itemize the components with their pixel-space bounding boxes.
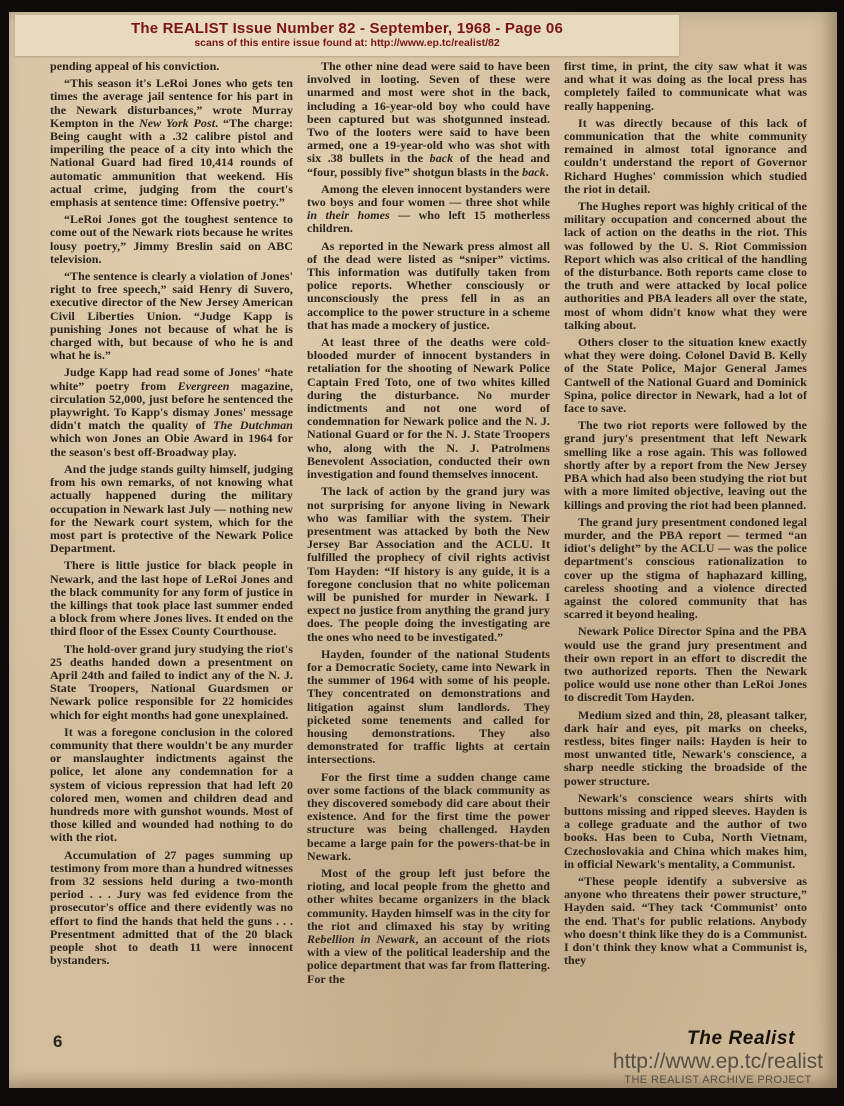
paragraph: For the first time a sudden change came over some factions of the black community as they discovered somebody did care about their existence. And for the first time the power structure was being challenged. Hayden became a large pain for the powers-that-be in Newark. bbox=[307, 769, 550, 863]
paragraph: The other nine dead were said to have been involved in looting. Seven of these were unarmed and most were shot in the back, including a 16-year-old boy who could have been captured but was shotgunned instead. Two of the looters were said to have been armed, one a 19-year-old who was shot with six .38 bullets in the back of the head and “four, possibly five” shotgun blasts in the back. bbox=[307, 60, 550, 179]
paragraph: The hold-over grand jury studying the riot's 25 deaths handed down a presentment on April 24th and failed to indict any of the N. J. State Troopers, National Guardsmen or Newark police responsible for 22 homicides which for eight months had gone unexplained. bbox=[50, 641, 293, 722]
paragraph: There is little justice for black people in Newark, and the last hope of LeRoi Jones and the black community for any form of justice in the killings that took place last summer ended a block from where Jones lives. It ended on the third floor of the Essex County Courthouse. bbox=[50, 558, 293, 639]
paragraph: The Hughes report was highly critical of the military occupation and concerned about the lack of action on the deaths in the riot. This was followed by the U. S. Riot Commission Report which was also critical of the handling of the disturbance. Both reports came close to the truth and were attacked by local police authorities and PBA leaders all over the state, most of whom didn't know what they were talking about. bbox=[564, 199, 807, 332]
paragraph: As reported in the Newark press almost all of the dead were listed as “sniper” victims. This information was dutifully taken from police reports. Whether consciously or unconsciously the press fell in as an accomplice to the power structure in a scheme that has made a mockery of justice. bbox=[307, 238, 550, 332]
archive-footer bbox=[613, 1050, 823, 1087]
paragraph: It was directly because of this lack of communication that the white community remained in almost total ignorance and couldn't understand the report of Governor Richard Hughes' commission which studied the riot in detail. bbox=[564, 115, 807, 196]
paragraph: Accumulation of 27 pages summing up testimony from more than a hundred witnesses from 32 sessions held during a two-month period . . . Jury was fed evidence from the prosecutor's office and there evidently was no effort to find the hands that held the guns . . . Presentment admitted that of the 20 black people shot to death 11 were innocent bystanders. bbox=[50, 847, 293, 968]
paragraph: “The sentence is clearly a violation of Jones' right to free speech,” said Henry di Suvero, executive director of the New Jersey American Civil Liberties Union. “Judge Kapp is punishing Jones not because of what he is charged with, but because of who he is and what he is.” bbox=[50, 269, 293, 363]
page-number: 6 bbox=[53, 1032, 63, 1051]
article-column-3 bbox=[564, 60, 807, 1040]
paragraph: It was a foregone conclusion in the colored community that there wouldn't be any murder or manslaughter indictments against the police, let alone any condemnation for a system of vicious repression that had left 20 colored men, women and children dead and hundreds more with gunshot wounds. Most of those killed and wounded had nothing to do with the riot. bbox=[50, 724, 293, 845]
paragraph: “This season it's LeRoi Jones who gets ten times the average jail sentence for his part in the Newark disturbances,” wrote Murray Kempton in the New York Post. “The charge: Being caught with a .32 calibre pistol and imperiling the peace of a city into which the National Guard had fired 10,414 rounds of automatic ammunition that weekend. His actual crime, judging from the court's emphasis at sentence time: Offensive poetry.” bbox=[50, 76, 293, 210]
article-column-2 bbox=[307, 60, 550, 1040]
article-columns bbox=[50, 60, 807, 1040]
paragraph: Newark Police Director Spina and the PBA would use the grand jury presentment and their own report in an effort to discredit the two authorized reports. Then the Newark police would use none other than LeRoi Jones to discredit Tom Hayden. bbox=[564, 624, 807, 705]
paragraph: Others closer to the situation knew exactly what they were doing. Colonel David B. Kelly of the State Police, Major General James Cantwell of the National Guard and Dominick Spina, police director in Newark, had a lot of face to save. bbox=[564, 335, 807, 416]
magazine-title: The Realist bbox=[687, 1028, 795, 1049]
paragraph: “LeRoi Jones got the toughest sentence to come out of the Newark riots because he writes lousy poetry,” Jimmy Breslin said on ABC television. bbox=[50, 212, 293, 266]
archive-url: http://www.ep.tc/realist bbox=[612, 1050, 823, 1073]
paragraph: first time, in print, the city saw what it was and what it was doing as the local press has completely failed to communicate what was really happening. bbox=[564, 60, 807, 113]
paragraph: Hayden, founder of the national Students for a Democratic Society, came into Newark in the summer of 1964 with some of his people. They concentrated on demonstrations and litigation against slum landlords. They picketed some tenements and called for housing demonstrations. They also demonstrated for traffic lights at certain intersections. bbox=[307, 646, 550, 767]
header-title: The REALIST Issue Number 82 - September, 1968 - Page 06 bbox=[131, 20, 563, 37]
paragraph: Most of the group left just before the rioting, and local people from the ghetto and other whites became organizers in the black community. Hayden himself was in the city for the riot and climaxed his stay by writing Rebellion in Newark, an account of the riots with a view of the political leadership and the police department that was far from flattering. For the bbox=[307, 865, 550, 986]
paragraph: The lack of action by the grand jury was not surprising for anyone living in Newark who was familiar with the system. Their presentment was attacked by both the New Jersey Bar Association and the ACLU. It fulfilled the prophecy of civil rights activist Tom Hayden: “If history is any guide, it is a foregone conclusion that no white policeman will be punished for murder in Newark. I expect no justice from anything the grand jury does. The people doing the investigating are the ones who need to be investigated.” bbox=[307, 484, 550, 644]
paragraph: The grand jury presentment condoned legal murder, and the PBA report — termed “an idiot's delight” by the ACLU — was the police department's conscious rationalization to cover up the stigma of haphazard killing, careless shooting and a violence directed against the colored community that has scarred it beyond healing. bbox=[564, 514, 807, 622]
paragraph: Medium sized and thin, 28, pleasant talker, dark hair and eyes, pit marks on cheeks, restless, bites finger nails: Hayden is heir to most unwanted title, Newark's conscience, a sharp needle sticking the broadside of the power structure. bbox=[564, 707, 807, 788]
paragraph: Among the eleven innocent bystanders were two boys and four women — three shot while in their homes — who left 15 motherless children. bbox=[307, 181, 550, 236]
archive-project-label: THE REALIST ARCHIVE PROJECT bbox=[624, 1074, 812, 1086]
paragraph: At least three of the deaths were cold-blooded murder of innocent bystanders in retaliation for the shooting of Newark Police Captain Fred Toto, one of two whites killed during the disturbance. No murder indictments and not one word of condemnation for Newark police and the N. J. National Guard or for the N. J. State Troopers who, along with the N. J. Patrolmens Benevolent Association, conducted their own investigation and found themselves innocent. bbox=[307, 335, 550, 482]
archive-header bbox=[15, 15, 679, 56]
paragraph: Newark's conscience wears shirts with buttons missing and ripped sleeves. Hayden is a college graduate and the author of two books. Has been to Cuba, North Vietnam, Czechoslovakia and China which makes him, in official Newark's mentality, a Communist. bbox=[564, 790, 807, 871]
header-subtitle: scans of this entire issue found at: http://www.ep.tc/realist/82 bbox=[194, 37, 500, 49]
paragraph: The two riot reports were followed by the grand jury's presentment that left Newark smelling like a rose again. This was followed shortly after by a report from the New Jersey PBA which had also been studying the riot but with a more limited objective, leaving out the killings and proving the riot had been planned. bbox=[564, 418, 807, 512]
paragraph: pending appeal of his conviction. bbox=[50, 60, 220, 73]
magazine-page bbox=[9, 12, 837, 1088]
paragraph: And the judge stands guilty himself, judging from his own remarks, of not knowing what actually happened during the military occupation in Newark last July — nothing new for the Newark court system, which for the most part is protective of the Newark Police Department. bbox=[50, 461, 293, 556]
paragraph: Judge Kapp had read some of Jones' “hate white” poetry from Evergreen magazine, circulation 52,000, just before he sentenced the playwright. To Kapp's dismay Jones' message didn't match the quality of The Dutchman which won Jones an Obie Award in 1964 for the season's best off-Broadway play. bbox=[50, 365, 293, 459]
article-column-1 bbox=[50, 60, 293, 1040]
paragraph: “These people identify a subversive as anyone who threatens their power structure,” Hayden said. “They tack ‘Communist’ onto the end. That's for public relations. Anybody who doesn't think like they do is a Communist. I don't think they know what a Communist is, they bbox=[564, 873, 807, 968]
